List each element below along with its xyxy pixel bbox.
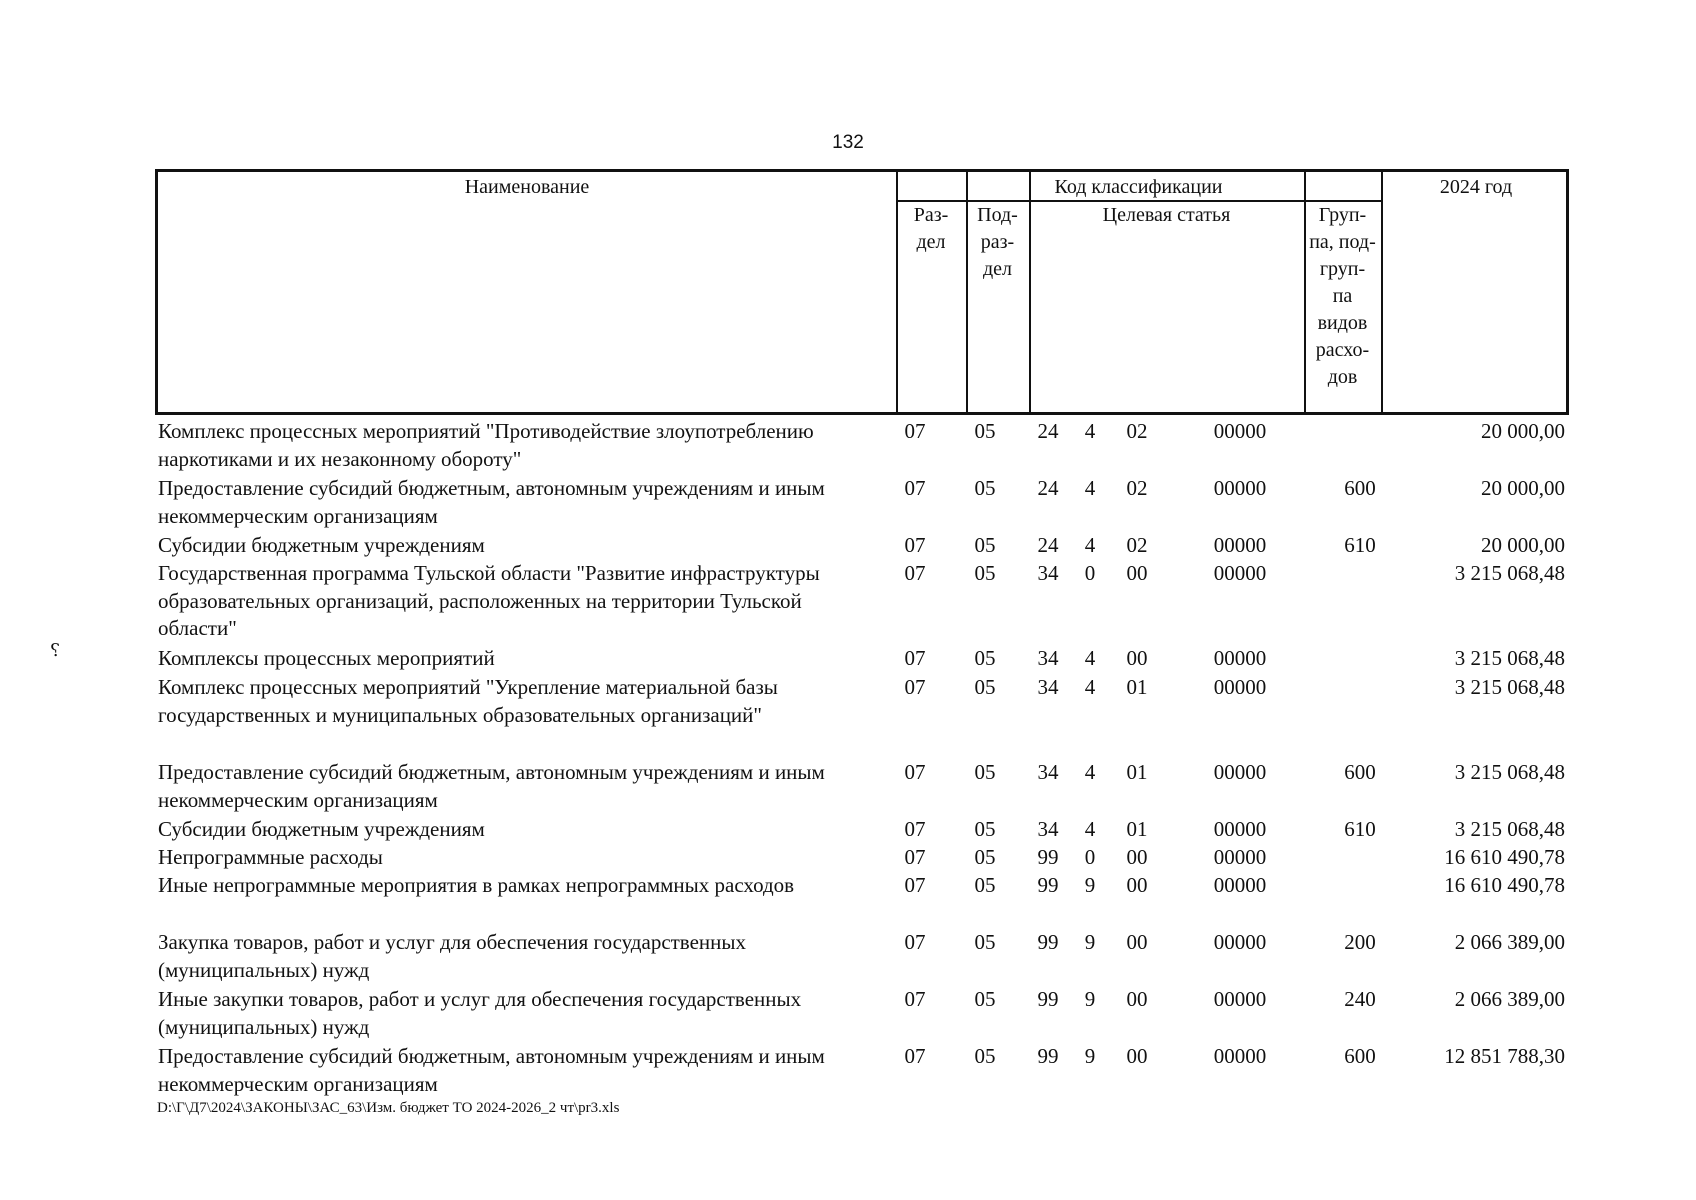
- row-name: Комплексы процессных мероприятий: [158, 646, 495, 670]
- row-target-program: 99: [1037, 1044, 1059, 1068]
- header-code-group: Код классификации: [1054, 176, 1223, 198]
- row-target-subprogram: 02: [1126, 419, 1148, 443]
- row-target-subprogram: 01: [1126, 817, 1148, 841]
- row-name: Государственная программа Тульской области "Развитие инфраструктуры образовательных организаций, расположенных на территории Тульской области": [158, 561, 820, 640]
- row-razdel: 07: [904, 1044, 926, 1068]
- row-name: Комплекс процессных мероприятий "Укрепление материальной базы государственных и муниципальных образовательных организаций": [158, 675, 778, 727]
- row-target-type: 4: [1084, 419, 1096, 443]
- row-sum: 3 215 068,48: [1454, 760, 1565, 784]
- row-name: Комплекс процессных мероприятий "Противодействие злоупотреблению наркотиками и их незаконному обороту": [158, 419, 814, 471]
- row-target-subprogram: 00: [1126, 873, 1148, 897]
- row-target-program: 99: [1037, 930, 1059, 954]
- row-razdel: 07: [904, 476, 926, 500]
- row-target-subprogram: 00: [1126, 845, 1148, 869]
- row-podrazdel: 05: [974, 817, 996, 841]
- margin-mark: ⸮: [50, 640, 60, 660]
- row-target-program: 24: [1037, 476, 1059, 500]
- row-target-direction: 00000: [1213, 419, 1267, 443]
- row-target-type: 4: [1084, 760, 1096, 784]
- row-name: Предоставление субсидий бюджетным, автономным учреждениям и иным некоммерческим организациям: [158, 760, 825, 812]
- row-target-direction: 00000: [1213, 760, 1267, 784]
- row-target-program: 34: [1037, 675, 1059, 699]
- row-expense-group: 600: [1344, 1044, 1376, 1068]
- row-target-program: 34: [1037, 646, 1059, 670]
- row-target-subprogram: 02: [1126, 533, 1148, 557]
- row-name: Непрограммные расходы: [158, 845, 383, 869]
- row-podrazdel: 05: [974, 476, 996, 500]
- row-target-type: 4: [1084, 646, 1096, 670]
- row-expense-group: 200: [1344, 930, 1376, 954]
- page-number: 132: [832, 132, 864, 153]
- row-podrazdel: 05: [974, 760, 996, 784]
- row-expense-group: 600: [1344, 476, 1376, 500]
- row-target-direction: 00000: [1213, 845, 1267, 869]
- row-sum: 16 610 490,78: [1444, 873, 1565, 897]
- header-year: 2024 год: [1439, 176, 1513, 198]
- row-target-subprogram: 01: [1126, 760, 1148, 784]
- row-razdel: 07: [904, 987, 926, 1011]
- row-sum: 3 215 068,48: [1454, 675, 1565, 699]
- row-target-type: 9: [1084, 873, 1096, 897]
- row-target-subprogram: 00: [1126, 987, 1148, 1011]
- row-target-type: 0: [1084, 561, 1096, 585]
- row-target-type: 4: [1084, 476, 1096, 500]
- row-target-program: 24: [1037, 419, 1059, 443]
- row-target-direction: 00000: [1213, 1044, 1267, 1068]
- row-target-program: 34: [1037, 817, 1059, 841]
- row-sum: 3 215 068,48: [1454, 646, 1565, 670]
- row-razdel: 07: [904, 873, 926, 897]
- row-sum: 20 000,00: [1481, 533, 1565, 557]
- row-name: Иные закупки товаров, работ и услуг для обеспечения государственных (муниципальных) нужд: [158, 987, 802, 1039]
- row-target-direction: 00000: [1213, 873, 1267, 897]
- row-target-direction: 00000: [1213, 987, 1267, 1011]
- row-target-direction: 00000: [1213, 533, 1267, 557]
- row-target-direction: 00000: [1213, 675, 1267, 699]
- row-sum: 20 000,00: [1481, 419, 1565, 443]
- header-target: Целевая статья: [1102, 204, 1231, 226]
- row-podrazdel: 05: [974, 930, 996, 954]
- row-podrazdel: 05: [974, 845, 996, 869]
- row-target-type: 4: [1084, 533, 1096, 557]
- row-expense-group: 600: [1344, 760, 1376, 784]
- row-target-subprogram: 00: [1126, 561, 1148, 585]
- header-group: Груп- па, под- груп- па видов расхо- дов: [1309, 204, 1376, 388]
- row-razdel: 07: [904, 561, 926, 585]
- row-target-program: 99: [1037, 873, 1059, 897]
- row-target-direction: 00000: [1213, 476, 1267, 500]
- header-razdel: Раз- дел: [913, 204, 949, 253]
- row-target-type: 9: [1084, 930, 1096, 954]
- row-target-program: 24: [1037, 533, 1059, 557]
- row-podrazdel: 05: [974, 533, 996, 557]
- row-sum: 12 851 788,30: [1444, 1044, 1565, 1068]
- row-target-subprogram: 00: [1126, 930, 1148, 954]
- row-target-subprogram: 00: [1126, 1044, 1148, 1068]
- row-expense-group: 610: [1344, 533, 1376, 557]
- row-target-program: 99: [1037, 845, 1059, 869]
- row-sum: 3 215 068,48: [1454, 561, 1565, 585]
- row-expense-group: 240: [1344, 987, 1376, 1011]
- row-target-direction: 00000: [1213, 817, 1267, 841]
- row-razdel: 07: [904, 817, 926, 841]
- row-name: Предоставление субсидий бюджетным, автономным учреждениям и иным некоммерческим организациям: [158, 476, 825, 528]
- header-name: Наименование: [464, 176, 590, 198]
- row-target-type: 4: [1084, 675, 1096, 699]
- row-target-subprogram: 01: [1126, 675, 1148, 699]
- row-podrazdel: 05: [974, 419, 996, 443]
- header-podrazdel: Под- раз- дел: [977, 204, 1018, 280]
- row-podrazdel: 05: [974, 873, 996, 897]
- row-razdel: 07: [904, 845, 926, 869]
- row-name: Иные непрограммные мероприятия в рамках непрограммных расходов: [158, 873, 795, 897]
- row-name: Субсидии бюджетным учреждениям: [158, 817, 485, 841]
- row-target-type: 9: [1084, 987, 1096, 1011]
- row-razdel: 07: [904, 675, 926, 699]
- row-target-type: 9: [1084, 1044, 1096, 1068]
- row-podrazdel: 05: [974, 675, 996, 699]
- row-sum: 3 215 068,48: [1454, 817, 1565, 841]
- row-razdel: 07: [904, 533, 926, 557]
- row-target-program: 34: [1037, 561, 1059, 585]
- row-target-type: 4: [1084, 817, 1096, 841]
- row-sum: 16 610 490,78: [1444, 845, 1565, 869]
- row-podrazdel: 05: [974, 1044, 996, 1068]
- row-target-subprogram: 02: [1126, 476, 1148, 500]
- row-name: Предоставление субсидий бюджетным, автономным учреждениям и иным некоммерческим организациям: [158, 1044, 825, 1096]
- footer-file-path: D:\Г\Д7\2024\ЗАКОНЫ\ЗАС_63\Изм. бюджет ТО 2024-2026_2 чт\pr3.xls: [157, 1100, 620, 1116]
- row-podrazdel: 05: [974, 987, 996, 1011]
- table-header: [155, 169, 1569, 415]
- row-target-type: 0: [1084, 845, 1096, 869]
- row-target-program: 34: [1037, 760, 1059, 784]
- row-name: Закупка товаров, работ и услуг для обеспечения государственных (муниципальных) нужд: [158, 930, 747, 982]
- row-razdel: 07: [904, 930, 926, 954]
- row-target-direction: 00000: [1213, 930, 1267, 954]
- row-razdel: 07: [904, 646, 926, 670]
- row-podrazdel: 05: [974, 646, 996, 670]
- row-sum: 20 000,00: [1481, 476, 1565, 500]
- row-target-direction: 00000: [1213, 646, 1267, 670]
- row-target-subprogram: 00: [1126, 646, 1148, 670]
- row-name: Субсидии бюджетным учреждениям: [158, 533, 485, 557]
- header-divider: [1381, 172, 1383, 412]
- row-target-program: 99: [1037, 987, 1059, 1011]
- row-podrazdel: 05: [974, 561, 996, 585]
- row-razdel: 07: [904, 419, 926, 443]
- row-target-direction: 00000: [1213, 561, 1267, 585]
- row-sum: 2 066 389,00: [1454, 930, 1565, 954]
- row-razdel: 07: [904, 760, 926, 784]
- row-sum: 2 066 389,00: [1454, 987, 1565, 1011]
- row-expense-group: 610: [1344, 817, 1376, 841]
